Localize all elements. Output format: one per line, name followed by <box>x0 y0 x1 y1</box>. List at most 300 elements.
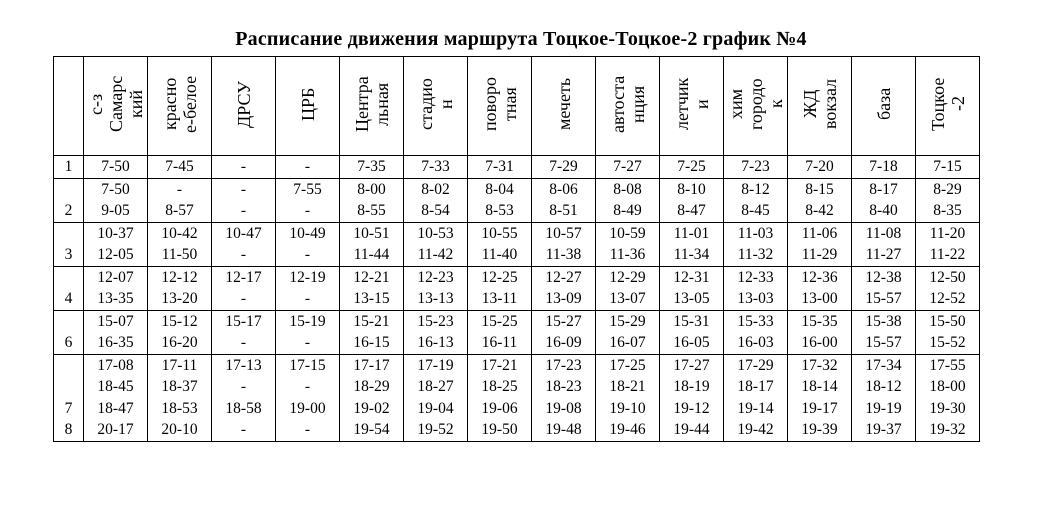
departure-time: 19-08 <box>545 399 582 417</box>
departure-time: 7-50 <box>101 180 130 198</box>
schedule-table <box>53 56 980 442</box>
departure-time: 13-00 <box>801 290 838 307</box>
departure-time: 8-02 <box>421 180 450 198</box>
table-body <box>54 156 980 442</box>
departure-time: 18-23 <box>545 378 582 395</box>
departure-time: - <box>240 158 247 175</box>
departure-time: 19-14 <box>737 399 774 417</box>
departure-time: 7-23 <box>741 158 770 175</box>
departure-time: 8-06 <box>549 180 578 198</box>
departure-time: 7-33 <box>421 158 450 175</box>
departure-time: 10-53 <box>417 224 454 242</box>
departure-time: 16-13 <box>417 334 454 351</box>
departure-time: 8-45 <box>741 202 770 219</box>
page-title: Расписание движения маршрута Тоцкое-Тоцкое-2 график №4 <box>235 28 807 50</box>
time-cell <box>724 354 788 441</box>
departure-time: 15-31 <box>673 312 710 330</box>
departure-time: 11-44 <box>353 246 390 263</box>
departure-time: 10-59 <box>609 224 646 242</box>
departure-time: 19-52 <box>417 421 454 438</box>
time-cell <box>212 266 276 310</box>
departure-time: 13-13 <box>417 290 454 307</box>
time-cell <box>596 354 660 441</box>
departure-time: 18-00 <box>929 378 966 395</box>
departure-time: 7-29 <box>549 158 578 175</box>
time-cell <box>788 156 852 179</box>
header-cell-stop <box>404 57 468 156</box>
departure-time: 19-02 <box>353 399 390 417</box>
header-cell-stop <box>148 57 212 156</box>
departure-time: 12-07 <box>97 268 134 286</box>
departure-time: 17-55 <box>929 356 966 374</box>
departure-time: 15-52 <box>929 334 966 351</box>
departure-time: 17-23 <box>545 356 582 374</box>
time-cell <box>148 156 212 179</box>
time-cell <box>724 310 788 354</box>
trip-number-cell <box>54 156 84 179</box>
departure-time: 8-29 <box>933 180 962 198</box>
departure-time: 15-25 <box>481 312 518 330</box>
header-cell-stop <box>788 57 852 156</box>
header-label: красно е-белое <box>159 74 200 133</box>
time-cell <box>468 156 532 179</box>
time-cell <box>916 310 980 354</box>
time-cell <box>852 156 916 179</box>
departure-time: 19-39 <box>801 421 838 438</box>
departure-time: 15-29 <box>609 312 646 330</box>
departure-time: 12-21 <box>353 268 390 286</box>
header-cell-stop <box>660 57 724 156</box>
time-cell <box>84 156 148 179</box>
time-cell <box>532 178 596 222</box>
time-cell <box>276 156 340 179</box>
departure-time: 10-55 <box>481 224 518 242</box>
time-cell <box>340 178 404 222</box>
departure-time: 13-09 <box>545 290 582 307</box>
departure-time: 8-00 <box>357 180 386 198</box>
departure-time: - <box>240 202 247 219</box>
departure-time: 15-33 <box>737 312 774 330</box>
departure-time: 12-17 <box>225 268 262 286</box>
header-label: ДРСУ <box>233 79 254 128</box>
time-cell <box>660 156 724 179</box>
departure-time: 15-57 <box>865 290 902 307</box>
departure-time: 19-10 <box>609 399 646 417</box>
departure-time: 11-06 <box>801 224 838 242</box>
departure-time: 17-15 <box>289 356 326 374</box>
time-cell <box>788 354 852 441</box>
departure-time: - <box>304 246 311 263</box>
departure-time: 11-29 <box>801 246 838 263</box>
time-cell <box>404 354 468 441</box>
departure-time: 8-51 <box>549 202 578 219</box>
departure-time: 8-47 <box>677 202 706 219</box>
header-label: база <box>873 87 894 120</box>
header-label: Центра льная <box>351 75 392 132</box>
time-cell <box>404 156 468 179</box>
time-cell <box>276 178 340 222</box>
departure-time: 15-23 <box>417 312 454 330</box>
header-cell-stop <box>276 57 340 156</box>
departure-time: 19-17 <box>801 399 838 417</box>
departure-time: 10-47 <box>225 224 262 242</box>
table-row <box>54 266 980 310</box>
table-row <box>54 354 980 441</box>
departure-time: 18-29 <box>353 378 390 395</box>
departure-time: 18-25 <box>481 378 518 395</box>
header-cell-stop <box>468 57 532 156</box>
departure-time: 15-50 <box>929 312 966 330</box>
departure-time: 18-12 <box>865 378 902 395</box>
departure-time: 19-42 <box>737 421 774 438</box>
departure-time: 10-57 <box>545 224 582 242</box>
departure-time: 15-07 <box>97 312 134 330</box>
time-cell <box>148 266 212 310</box>
departure-time: - <box>240 246 247 263</box>
departure-time: 19-44 <box>673 421 710 438</box>
table-row <box>54 310 980 354</box>
departure-time: 12-38 <box>865 268 902 286</box>
trip-number: 2 <box>64 202 73 219</box>
departure-time: 8-49 <box>613 202 642 219</box>
time-cell <box>788 310 852 354</box>
time-cell <box>340 310 404 354</box>
trip-number-cell <box>54 222 84 266</box>
departure-time: 17-27 <box>673 356 710 374</box>
time-cell <box>148 354 212 441</box>
departure-time: 7-55 <box>293 180 322 198</box>
departure-time: 19-00 <box>289 399 326 417</box>
departure-time: 12-31 <box>673 268 710 286</box>
header-cell-number <box>54 57 84 156</box>
departure-time: 10-49 <box>289 224 326 242</box>
table-row <box>54 156 980 179</box>
departure-time: 11-20 <box>929 224 966 242</box>
header-cell-stop <box>852 57 916 156</box>
time-cell <box>916 156 980 179</box>
time-cell <box>276 354 340 441</box>
time-cell <box>660 266 724 310</box>
departure-time: 17-13 <box>225 356 262 374</box>
departure-time: - <box>304 202 311 219</box>
departure-time: 15-21 <box>353 312 390 330</box>
header-cell-stop <box>84 57 148 156</box>
departure-time: 12-12 <box>161 268 198 286</box>
time-cell <box>468 222 532 266</box>
departure-time: 15-12 <box>161 312 198 330</box>
departure-time: 16-11 <box>481 334 518 351</box>
trip-number-cell <box>54 310 84 354</box>
departure-time: 17-11 <box>161 356 198 374</box>
departure-time: 17-34 <box>865 356 902 374</box>
time-cell <box>532 354 596 441</box>
table-row <box>54 178 980 222</box>
departure-time: 17-25 <box>609 356 646 374</box>
departure-time: 13-07 <box>609 290 646 307</box>
time-cell <box>276 222 340 266</box>
departure-time: - <box>240 378 247 395</box>
departure-time: 19-19 <box>865 399 902 417</box>
departure-time: 16-00 <box>801 334 838 351</box>
departure-time: 18-47 <box>97 399 134 417</box>
departure-time: - <box>240 334 247 351</box>
trip-number-cell <box>54 266 84 310</box>
header-label: мечеть <box>553 77 574 130</box>
table-row <box>54 222 980 266</box>
departure-time: 17-29 <box>737 356 774 374</box>
departure-time: 12-33 <box>737 268 774 286</box>
departure-time: 8-54 <box>421 202 450 219</box>
time-cell <box>468 178 532 222</box>
time-cell <box>724 266 788 310</box>
trip-number: 1 <box>64 158 73 175</box>
header-label: Тоцкое -2 <box>927 76 968 131</box>
departure-time: 11-36 <box>609 246 646 263</box>
departure-time: 11-03 <box>737 224 774 242</box>
time-cell <box>916 222 980 266</box>
header-cell-stop <box>532 57 596 156</box>
departure-time: 8-35 <box>933 202 962 219</box>
departure-time: 19-54 <box>353 421 390 438</box>
departure-time: 17-19 <box>417 356 454 374</box>
departure-time: 16-15 <box>353 334 390 351</box>
departure-time: 11-50 <box>161 246 198 263</box>
time-cell <box>596 310 660 354</box>
departure-time: 10-42 <box>161 224 198 242</box>
time-cell <box>404 178 468 222</box>
time-cell <box>660 178 724 222</box>
departure-time: 16-09 <box>545 334 582 351</box>
time-cell <box>212 354 276 441</box>
departure-time: 7-31 <box>485 158 514 175</box>
departure-time: 18-19 <box>673 378 710 395</box>
departure-time: 12-05 <box>97 246 134 263</box>
header-cell-stop <box>724 57 788 156</box>
departure-time: 11-38 <box>545 246 582 263</box>
header-label: хим городо к <box>725 77 786 130</box>
departure-time: 13-20 <box>161 290 198 307</box>
time-cell <box>468 354 532 441</box>
departure-time: 10-51 <box>353 224 390 242</box>
departure-time: - <box>304 378 311 395</box>
departure-time: 19-46 <box>609 421 646 438</box>
time-cell <box>532 222 596 266</box>
departure-time: 7-50 <box>101 158 130 175</box>
departure-time: 18-37 <box>161 378 198 395</box>
departure-time: 12-19 <box>289 268 326 286</box>
header-label: ЖД вокзал <box>799 78 840 129</box>
time-cell <box>84 310 148 354</box>
departure-time: 8-08 <box>613 180 642 198</box>
time-cell <box>404 222 468 266</box>
time-cell <box>660 222 724 266</box>
time-cell <box>148 310 212 354</box>
time-cell <box>852 178 916 222</box>
departure-time: 11-32 <box>737 246 774 263</box>
time-cell <box>852 266 916 310</box>
departure-time: 12-23 <box>417 268 454 286</box>
departure-time: 7-20 <box>805 158 834 175</box>
departure-time: - <box>240 290 247 307</box>
departure-time: 7-27 <box>613 158 642 175</box>
time-cell <box>340 222 404 266</box>
departure-time: 11-34 <box>673 246 710 263</box>
departure-time: 12-50 <box>929 268 966 286</box>
time-cell <box>212 156 276 179</box>
time-cell <box>852 310 916 354</box>
departure-time: 19-50 <box>481 421 518 438</box>
header-label: автоста нция <box>607 74 648 133</box>
departure-time: 7-45 <box>165 158 194 175</box>
departure-time: 9-05 <box>101 202 130 219</box>
departure-time: 17-21 <box>481 356 518 374</box>
departure-time: 8-55 <box>357 202 386 219</box>
departure-time: 19-32 <box>929 421 966 438</box>
departure-time: 18-17 <box>737 378 774 395</box>
departure-time: 18-14 <box>801 378 838 395</box>
time-cell <box>404 266 468 310</box>
time-cell <box>84 178 148 222</box>
time-cell <box>532 266 596 310</box>
time-cell <box>788 266 852 310</box>
departure-time: 20-10 <box>161 421 198 438</box>
time-cell <box>660 354 724 441</box>
departure-time: 8-04 <box>485 180 514 198</box>
departure-time: 7-15 <box>933 158 962 175</box>
time-cell <box>276 266 340 310</box>
departure-time: - <box>304 421 311 438</box>
time-cell <box>852 354 916 441</box>
departure-time: 12-29 <box>609 268 646 286</box>
time-cell <box>596 222 660 266</box>
departure-time: 16-05 <box>673 334 710 351</box>
departure-time: 17-17 <box>353 356 390 374</box>
departure-time: 8-12 <box>741 180 770 198</box>
departure-time: 17-32 <box>801 356 838 374</box>
departure-time: 13-11 <box>481 290 518 307</box>
departure-time: 19-48 <box>545 421 582 438</box>
departure-time: 7-35 <box>357 158 386 175</box>
trip-number-cell <box>54 178 84 222</box>
trip-number-cell <box>54 354 84 441</box>
departure-time: 18-27 <box>417 378 454 395</box>
departure-time: 19-06 <box>481 399 518 417</box>
departure-time: 19-04 <box>417 399 454 417</box>
departure-time: 18-45 <box>97 378 134 395</box>
departure-time: 15-19 <box>289 312 326 330</box>
trip-number: 7 <box>64 399 73 417</box>
time-cell <box>212 310 276 354</box>
time-cell <box>724 222 788 266</box>
time-cell <box>468 310 532 354</box>
departure-time: - <box>240 180 247 198</box>
header-row <box>54 57 980 156</box>
time-cell <box>84 222 148 266</box>
departure-time: 12-52 <box>929 290 966 307</box>
departure-time: 16-35 <box>97 334 134 351</box>
departure-time: 12-36 <box>801 268 838 286</box>
departure-time: 8-53 <box>485 202 514 219</box>
departure-time: 11-08 <box>865 224 902 242</box>
departure-time: 11-42 <box>417 246 454 263</box>
departure-time: 17-08 <box>97 356 134 374</box>
departure-time: 15-17 <box>225 312 262 330</box>
departure-time: 13-03 <box>737 290 774 307</box>
time-cell <box>84 354 148 441</box>
header-cell-stop <box>916 57 980 156</box>
time-cell <box>916 354 980 441</box>
departure-time: 12-27 <box>545 268 582 286</box>
time-cell <box>212 222 276 266</box>
departure-time: - <box>304 158 311 175</box>
departure-time: 13-35 <box>97 290 134 307</box>
departure-time: 11-40 <box>481 246 518 263</box>
header-label: летчик и <box>671 77 712 130</box>
departure-time: 11-27 <box>865 246 902 263</box>
time-cell <box>596 156 660 179</box>
time-cell <box>148 222 212 266</box>
time-cell <box>724 156 788 179</box>
departure-time: 13-15 <box>353 290 390 307</box>
header-label: с-з Самарс кий <box>85 75 146 132</box>
time-cell <box>148 178 212 222</box>
header-label: ЦРБ <box>297 86 318 121</box>
time-cell <box>212 178 276 222</box>
time-cell <box>596 266 660 310</box>
departure-time: 12-25 <box>481 268 518 286</box>
departure-time: 11-01 <box>673 224 710 242</box>
departure-time: - <box>240 421 247 438</box>
header-cell-stop <box>340 57 404 156</box>
departure-time: 20-17 <box>97 421 134 438</box>
header-label: поворо тная <box>479 76 520 131</box>
time-cell <box>468 266 532 310</box>
departure-time: 18-58 <box>225 399 262 417</box>
time-cell <box>724 178 788 222</box>
time-cell <box>340 354 404 441</box>
departure-time: 19-37 <box>865 421 902 438</box>
time-cell <box>532 156 596 179</box>
header-cell-stop <box>212 57 276 156</box>
departure-time: 8-10 <box>677 180 706 198</box>
departure-time: - <box>176 180 183 198</box>
header-cell-stop <box>596 57 660 156</box>
time-cell <box>404 310 468 354</box>
departure-time: 16-20 <box>161 334 198 351</box>
departure-time: 8-15 <box>805 180 834 198</box>
departure-time: 18-21 <box>609 378 646 395</box>
trip-number: 3 <box>64 246 73 263</box>
departure-time: 7-18 <box>869 158 898 175</box>
time-cell <box>84 266 148 310</box>
departure-time: 16-07 <box>609 334 646 351</box>
time-cell <box>788 222 852 266</box>
time-cell <box>340 266 404 310</box>
departure-time: 8-57 <box>165 202 194 219</box>
time-cell <box>532 310 596 354</box>
departure-time: 19-12 <box>673 399 710 417</box>
departure-time: 10-37 <box>97 224 134 242</box>
departure-time: - <box>304 334 311 351</box>
departure-time: 13-05 <box>673 290 710 307</box>
departure-time: 11-22 <box>929 246 966 263</box>
time-cell <box>852 222 916 266</box>
departure-time: 7-25 <box>677 158 706 175</box>
departure-time: 18-53 <box>161 399 198 417</box>
departure-time: 8-17 <box>869 180 898 198</box>
time-cell <box>340 156 404 179</box>
trip-number: 8 <box>64 421 73 438</box>
